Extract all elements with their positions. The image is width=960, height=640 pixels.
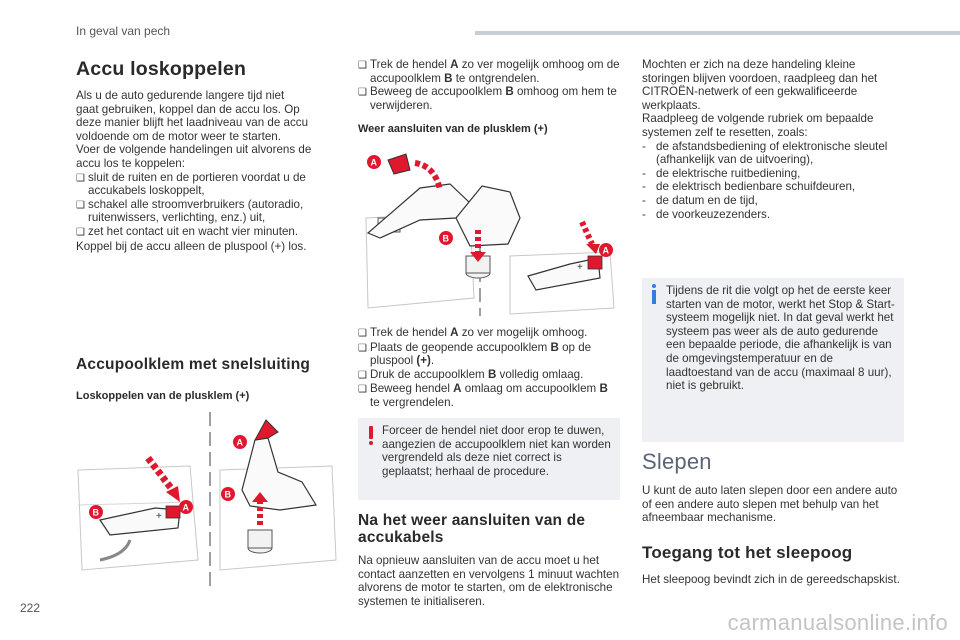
- intro-line: deze manier blijft het laadniveau van de accu: [76, 116, 309, 130]
- list-item: ❑ Trek de hendel A zo ver mogelijk omhoog.: [358, 326, 588, 339]
- label-a: A: [602, 245, 609, 256]
- column-2-steps: [358, 326, 620, 410]
- paragraph-slepen: U kunt de auto laten slepen door een andere auto of een andere auto slepen met behulp van het afneembaar mechanisme.: [642, 484, 898, 525]
- intro-line: Voer de volgende handelingen uit alvorens de: [76, 143, 312, 157]
- label-a: A: [370, 157, 377, 168]
- subhead-weer-aansluiten: Weer aansluiten van de plusklem (+): [358, 123, 548, 136]
- title-toegang-sleepoog: Toegang tot het sleepoog: [642, 542, 853, 562]
- intro-line: voldoende om de motor weer te starten.: [76, 129, 281, 143]
- warning-box: [358, 418, 620, 500]
- list-item: ❑ sluit de ruiten en de portieren voordat u de accukabels loskoppelt,: [76, 170, 306, 198]
- list-item: ❑ Trek de hendel A zo ver mogelijk omhoog om de accupoolklem B te ontgrendelen.: [358, 58, 620, 85]
- paragraph-sleepoog: Het sleepoog bevindt zich in de gereedschapskist.: [642, 572, 900, 586]
- column-3: [642, 58, 904, 221]
- illustration-disconnect: [70, 410, 340, 590]
- checkbox-icon: ❑: [76, 199, 85, 211]
- title-na-het-weer-aansluiten: Na het weer aansluiten van de accukabels: [358, 512, 586, 546]
- subhead-loskoppelen: Loskoppelen van de plusklem (+): [76, 390, 250, 402]
- plus-label: +: [156, 511, 162, 522]
- info-icon: [650, 284, 658, 306]
- paragraph-storingen: Mochten er zich na deze handeling kleine storingen blijven voordoen, raadpleeg dan het CITROËN-netwerk of een gekwalificeerde werkplaats.: [642, 58, 878, 112]
- list-item: ❑ Plaats de geopende accupoolklem B op de pluspool (+).: [358, 340, 592, 368]
- checkbox-icon: ❑: [358, 369, 367, 381]
- list-item: ❑ Beweeg de accupoolklem B omhoog om hem te verwijderen.: [358, 85, 617, 112]
- checkbox-icon: ❑: [76, 226, 85, 238]
- plus-label: +: [577, 262, 583, 273]
- column-1-lower: [76, 356, 336, 404]
- list-item: - de voorkeuzezenders.: [642, 207, 771, 221]
- column-2-lower: [358, 512, 620, 608]
- column-3-lower: [642, 450, 904, 586]
- label-a: A: [182, 502, 189, 513]
- checkbox-icon: ❑: [76, 172, 85, 184]
- column-1: [76, 58, 328, 253]
- list-item: ❑ zet het contact uit en wacht vier minuten.: [76, 224, 299, 238]
- list-item: ❑ Beweeg hendel A omlaag om accupoolklem B te vergrendelen.: [358, 382, 608, 409]
- intro-line: gaat gebruiken, koppel dan de accu los. Op: [76, 102, 300, 116]
- label-b: B: [224, 489, 231, 500]
- checkbox-icon: ❑: [358, 60, 367, 71]
- page-number: 222: [20, 601, 41, 615]
- checkbox-icon: ❑: [358, 328, 367, 339]
- list-item: - de afstandsbediening of elektronische sleutel (afhankelijk van de uitvoering),: [642, 139, 888, 167]
- label-b: B: [442, 233, 449, 244]
- checkbox-icon: ❑: [358, 384, 367, 396]
- intro-line: Als u de auto gedurende langere tijd niet: [76, 89, 285, 102]
- warning-icon: [368, 426, 374, 446]
- info-text: Tijdens de rit die volgt op het de eerste keer starten van de motor, werkt het Stop & Start-systeem mogelijk niet. In dat geval werkt het systeem pas weer als de auto gedurende een bepaalde periode, die afhankelijk is van de omgevingstemperatuur en de laadtoestand van de accu (maximaal 8 uur), niet is gebruikt.: [666, 284, 895, 393]
- list-item: - de datum en de tijd,: [642, 193, 758, 207]
- label-b: B: [92, 507, 99, 518]
- column-2: [358, 58, 620, 137]
- list-item: - de elektrisch bedienbare schuifdeuren,: [642, 180, 856, 194]
- title-slepen: Slepen: [642, 449, 712, 474]
- list-item: ❑ schakel alle stroomverbruikers (autoradio, ruitenwissers, verlichting, enz.) uit,: [76, 197, 304, 225]
- paragraph-resetten: Raadpleeg de volgende rubriek om bepaalde systemen zelf te resetten, zoals:: [642, 112, 874, 139]
- title-accu-loskoppelen: Accu loskoppelen: [76, 58, 247, 80]
- label-a: A: [236, 437, 243, 448]
- warning-text: Forceer de hendel niet door erop te duwen, aangezien de accupoolklem niet kan worden vergrendeld als deze niet correct is geplaatst; herhaal de procedure.: [382, 424, 611, 478]
- info-box: [642, 278, 904, 442]
- paragraph-initialiseren: Na opnieuw aansluiten van de accu moet u het contact aanzetten en vervolgens 1 minuut wachten alvorens de motor te starten, om de elektronische systemen te initialiseren.: [358, 554, 620, 608]
- checkbox-icon: ❑: [358, 342, 367, 354]
- illustration-reconnect: [360, 148, 622, 318]
- watermark: carmanualsonline.info: [727, 610, 948, 635]
- header-bar: [475, 31, 960, 35]
- list-item: - de elektrische ruitbediening,: [642, 166, 801, 180]
- list-item: ❑ Druk de accupoolklem B volledig omlaag.: [358, 367, 584, 381]
- checkbox-icon: ❑: [358, 87, 367, 99]
- section-label: In geval van pech: [76, 24, 171, 38]
- closing-text: Koppel bij de accu alleen de pluspool (+) los.: [76, 239, 307, 253]
- intro-line: accu los te koppelen:: [76, 156, 185, 170]
- intro-text: [76, 89, 328, 171]
- subtitle-accupoolklem: Accupoolklem met snelsluiting: [76, 356, 311, 373]
